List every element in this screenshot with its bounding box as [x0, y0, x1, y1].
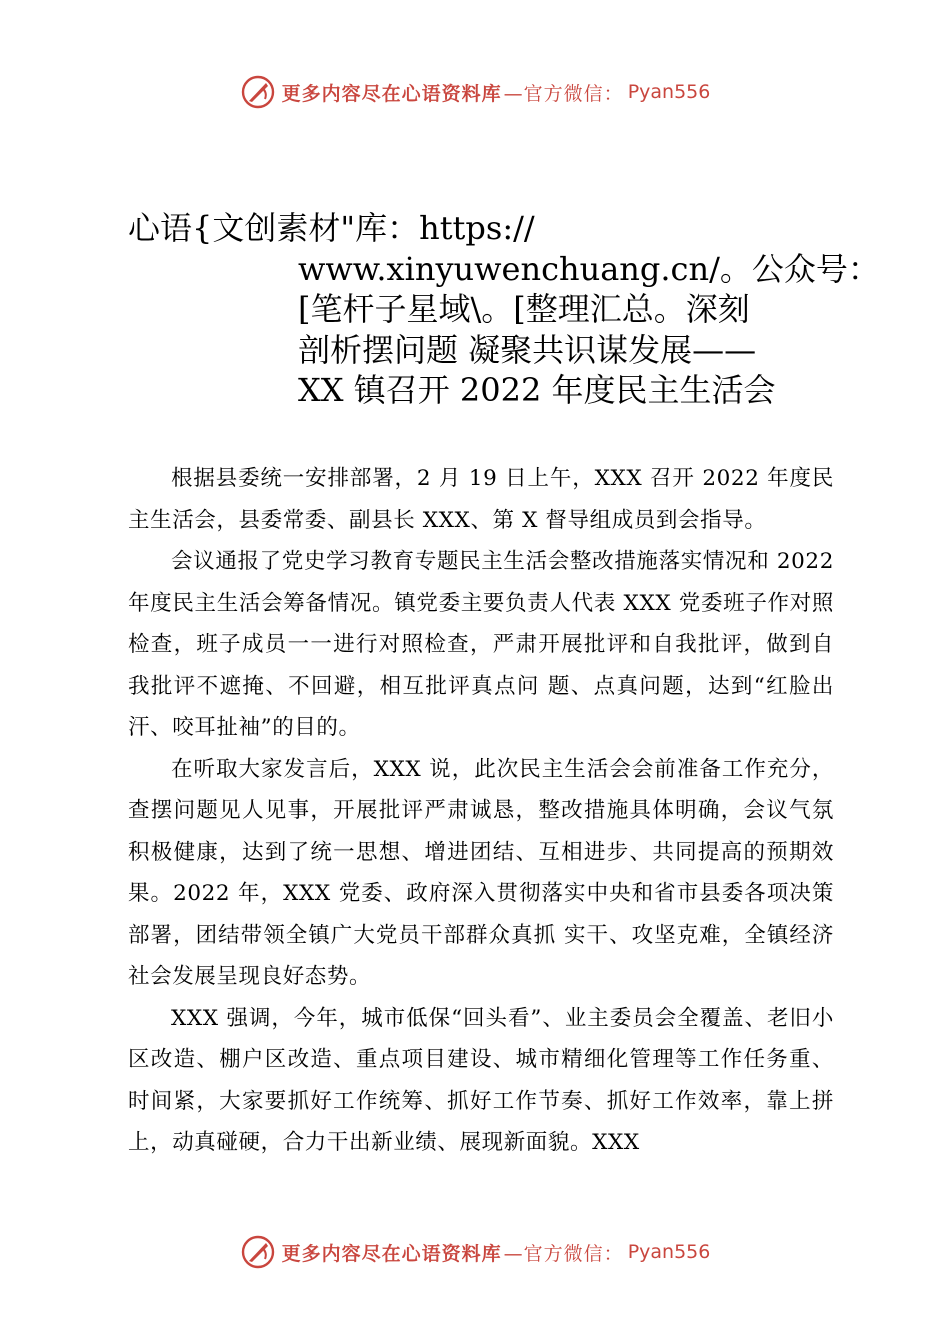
document-title [128, 208, 880, 411]
footer-banner [0, 1230, 950, 1274]
header-banner [0, 70, 950, 114]
wechat-label: —官方微信： [503, 82, 624, 105]
document-body [128, 458, 834, 1164]
wechat-label: —官方微信： [503, 1242, 624, 1265]
banner-text: 更多内容尽在心语资料库 [281, 82, 502, 105]
body-paragraph: 在听取大家发言后，XXX 说，此次民主生活会会前准备工作充分，查摆问题见人见事，开展批评严肃诚恳，整改措施具体明确，会议气氛积极健康，达到了统一思想、增进团结、互相进步、共同提高的预期效果。2022 年，XXX 党委、政府深入贯彻落实中央和省市县委各项决策部署，团结带领全镇广大党员干部群众真抓 实干、攻坚克难，全镇经济社会发展呈现良好态势。 [128, 756, 834, 989]
body-paragraph: 会议通报了党史学习教育专题民主生活会整改措施落实情况和 2022 年度民主生活会筹备情况。镇党委主要负责人代表 XXX 党委班子作对照检查，班子成员一一进行对照检查，严肃开展批评和自我批评，做到自我批评不遮掩、不回避，相互批评真点问 题、点真问题，达到“红脸出汗、咬耳扯袖”的目的。 [128, 549, 834, 740]
title-line: 剖析摆问题 凝聚共识谋发展—— [298, 330, 757, 369]
wechat-id: Pyan556 [627, 1241, 711, 1263]
quill-pen-logo-icon [240, 1234, 276, 1270]
title-line: 心语{文创素材"库：https:// [128, 209, 535, 247]
banner-text: 更多内容尽在心语资料库 [281, 1242, 502, 1265]
wechat-id: Pyan556 [627, 81, 711, 103]
body-paragraph: 根据县委统一安排部署，2 月 19 日上午，XXX 召开 2022 年度民主生活会，县委常委、副县长 XXX、第 X 督导组成员到会指导。 [128, 466, 834, 533]
title-line: [笔杆子星域\。[整理汇总。深刻 [298, 290, 750, 328]
title-line: XX 镇召开 2022 年度民主生活会 [298, 371, 776, 409]
title-line: www.xinyuwenchuang.cn/。公众号： [298, 249, 880, 288]
body-paragraph: XXX 强调，今年，城市低保“回头看”、业主委员会全覆盖、老旧小区改造、棚户区改造、重点项目建设、城市精细化管理等工作任务重、时间紧，大家要抓好工作统筹、抓好工作节奏、抓好工作效率，靠上拼上，动真碰硬，合力干出新业绩、展现新面貌。XXX [128, 1005, 834, 1155]
quill-pen-logo-icon [240, 74, 276, 110]
